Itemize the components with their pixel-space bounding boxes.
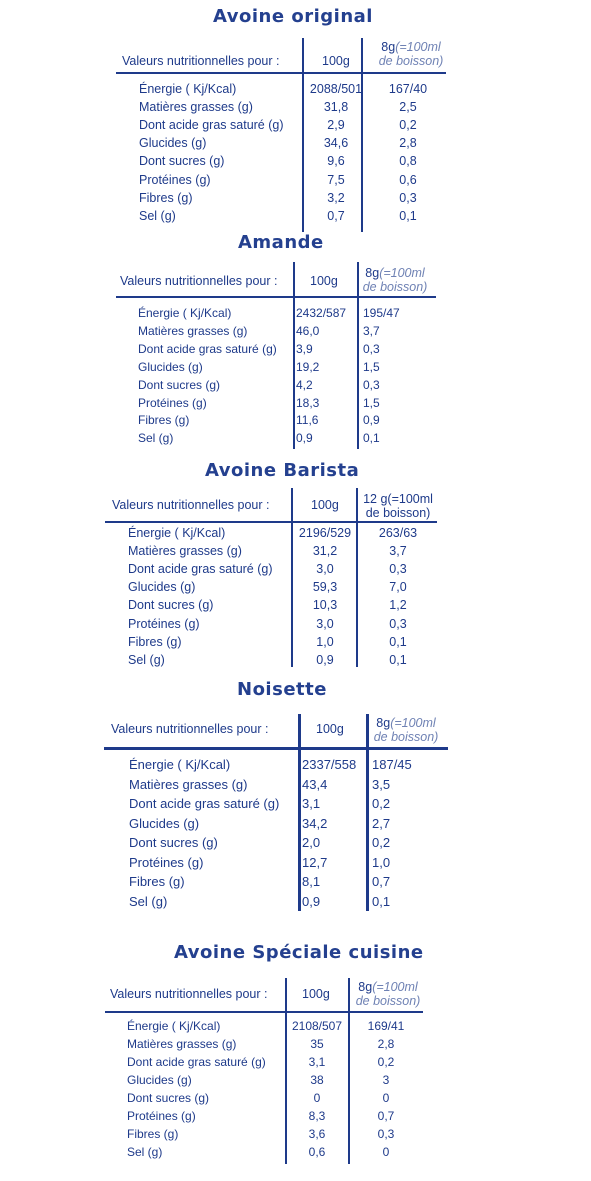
header-portion-sub2: de boisson) [373, 730, 439, 744]
header-portion-main: 8g [381, 40, 396, 54]
column-divider-1 [291, 488, 293, 667]
header-portion-line1 [360, 266, 430, 280]
row-value-100g: 1,0 [316, 634, 334, 649]
row-label: Protéines (g) [138, 395, 207, 410]
row-value-100g: 10,3 [312, 598, 338, 613]
header-label: Valeurs nutritionnelles pour : [110, 987, 268, 1001]
row-value-100g: 3,9 [296, 341, 313, 356]
row-value-100g: 0,9 [302, 893, 321, 909]
row-value-portion: 0,1 [399, 208, 417, 223]
row-value-portion: 0,1 [363, 431, 380, 446]
row-value-portion: 0 [382, 1091, 390, 1105]
header-portion-main: 8g [358, 980, 373, 994]
row-label: Sel (g) [128, 652, 165, 667]
row-value-100g: 31,8 [323, 100, 349, 115]
row-value-portion: 0,3 [363, 341, 380, 356]
row-value-100g: 46,0 [296, 323, 320, 338]
row-label: Dont acide gras saturé (g) [128, 562, 273, 577]
row-label: Glucides (g) [138, 359, 203, 374]
row-value-100g: 38 [310, 1073, 324, 1087]
row-value-portion: 0,1 [372, 893, 391, 909]
header-portion-sub2: de boisson) [362, 280, 428, 294]
row-value-portion: 0,1 [389, 634, 407, 649]
row-label: Fibres (g) [138, 413, 190, 428]
row-value-portion: 1,0 [372, 854, 391, 870]
row-label: Matières grasses (g) [128, 544, 242, 559]
row-label: Dont sucres (g) [138, 377, 221, 392]
row-value-100g: 59,3 [312, 580, 338, 595]
row-label: Sel (g) [127, 1145, 163, 1159]
column-divider-1 [285, 978, 287, 1164]
row-value-portion: 0,7 [377, 1109, 395, 1123]
header-divider [116, 72, 446, 74]
row-value-100g: 18,3 [296, 395, 320, 410]
column-divider-2 [357, 262, 359, 449]
row-label: Dont acide gras saturé (g) [127, 1055, 266, 1069]
row-label: Énergie ( Kj/Kcal) [129, 757, 231, 772]
row-value-100g: 4,2 [296, 377, 313, 392]
header-divider [105, 1011, 423, 1013]
row-value-100g: 0,7 [327, 208, 345, 223]
column-divider-1 [293, 262, 295, 449]
row-value-portion: 169/41 [367, 1019, 405, 1033]
row-label: Sel (g) [129, 893, 168, 909]
row-label: Fibres (g) [127, 1127, 179, 1141]
row-label: Glucides (g) [129, 815, 200, 831]
row-value-portion: 0,2 [399, 118, 417, 133]
row-value-100g: 2088/501 [309, 82, 363, 96]
header-label: Valeurs nutritionnelles pour : [111, 722, 269, 736]
row-value-100g: 8,1 [302, 874, 321, 889]
row-label: Glucides (g) [128, 580, 196, 595]
header-col-portion [372, 40, 450, 68]
row-value-portion: 0,3 [389, 616, 407, 631]
header-col-portion [352, 980, 424, 1008]
row-label: Énergie ( Kj/Kcal) [139, 82, 237, 96]
row-value-portion: 2,5 [399, 100, 417, 115]
row-value-portion: 0,3 [363, 377, 380, 392]
table-title: Avoine original [213, 6, 373, 27]
row-value-100g: 7,5 [327, 172, 345, 187]
table-title: Avoine Barista [205, 460, 360, 481]
header-label: Valeurs nutritionnelles pour : [120, 274, 278, 288]
row-label: Dont acide gras saturé (g) [129, 796, 280, 811]
row-label: Fibres (g) [128, 634, 182, 649]
row-value-portion: 3,7 [389, 544, 407, 559]
header-portion-line1 [358, 492, 438, 506]
row-value-portion: 2,8 [399, 136, 417, 151]
row-value-portion: 0,2 [372, 796, 391, 811]
header-portion-sub2: de boisson) [378, 54, 444, 68]
row-value-portion: 7,0 [389, 580, 407, 595]
row-value-portion: 0,7 [372, 874, 391, 889]
row-value-100g: 0,6 [308, 1145, 326, 1159]
row-value-portion: 0,3 [399, 190, 417, 205]
header-divider [116, 296, 436, 298]
row-value-portion: 3,5 [372, 776, 391, 792]
row-label: Matières grasses (g) [138, 323, 248, 338]
row-value-100g: 3,0 [316, 616, 334, 631]
row-value-100g: 3,6 [308, 1127, 326, 1141]
row-label: Sel (g) [138, 431, 174, 446]
header-divider [105, 521, 437, 523]
header-divider [104, 747, 448, 750]
row-value-portion: 2,7 [372, 815, 391, 831]
header-col-100g: 100g [316, 722, 344, 736]
row-value-100g: 19,2 [296, 359, 320, 374]
row-label: Dont sucres (g) [128, 598, 214, 613]
header-col-portion [358, 492, 438, 520]
row-label: Énergie ( Kj/Kcal) [138, 306, 232, 320]
header-portion-main: 12 g(=100ml [363, 492, 433, 506]
row-value-portion: 263/63 [378, 526, 418, 540]
row-value-portion: 167/40 [388, 82, 428, 96]
row-value-100g: 3,1 [302, 796, 321, 811]
header-portion-line1 [370, 716, 442, 730]
row-value-portion: 0,2 [377, 1055, 395, 1069]
header-portion-line1 [352, 980, 424, 994]
header-portion-sub2: de boisson) [365, 506, 431, 520]
row-value-portion: 0,9 [363, 413, 380, 428]
row-value-portion: 0,1 [389, 652, 407, 667]
header-col-100g: 100g [311, 498, 339, 512]
header-col-portion [360, 266, 430, 294]
header-portion-sub1: (=100ml [379, 266, 425, 280]
row-value-100g: 3,2 [327, 190, 345, 205]
row-value-portion: 2,8 [377, 1037, 395, 1051]
row-label: Dont acide gras saturé (g) [139, 118, 284, 133]
row-label: Glucides (g) [127, 1073, 192, 1087]
row-value-100g: 9,6 [327, 154, 345, 169]
header-portion-main: 8g [365, 266, 380, 280]
row-value-portion: 1,5 [363, 359, 380, 374]
row-value-100g: 2432/587 [296, 306, 347, 320]
column-divider-2 [356, 488, 358, 667]
row-label: Protéines (g) [128, 616, 200, 631]
table-title: Amande [238, 232, 324, 253]
row-value-100g: 3,1 [308, 1055, 326, 1069]
row-label: Fibres (g) [139, 190, 193, 205]
row-value-portion: 3 [382, 1073, 390, 1087]
row-value-100g: 2,9 [327, 118, 345, 133]
column-divider-2 [366, 714, 369, 911]
header-label: Valeurs nutritionnelles pour : [122, 54, 280, 68]
row-value-100g: 35 [310, 1037, 324, 1051]
column-divider-2 [348, 978, 350, 1164]
header-portion-line1 [372, 40, 450, 54]
row-value-100g: 2,0 [302, 835, 321, 850]
row-value-100g: 0,9 [316, 652, 334, 667]
row-value-100g: 0 [313, 1091, 321, 1105]
header-portion-sub1: (=100ml [390, 716, 436, 730]
column-divider-1 [298, 714, 301, 911]
header-col-100g: 100g [302, 987, 330, 1001]
header-portion-sub2: de boisson) [355, 994, 421, 1008]
row-value-portion: 3,7 [363, 323, 380, 338]
row-value-portion: 0,6 [399, 172, 417, 187]
row-value-100g: 12,7 [302, 854, 328, 870]
column-divider-1 [302, 38, 304, 232]
row-value-100g: 34,6 [323, 136, 349, 151]
row-label: Fibres (g) [129, 874, 185, 889]
row-value-portion: 0,8 [399, 154, 417, 169]
row-value-100g: 34,2 [302, 815, 328, 831]
row-label: Glucides (g) [139, 136, 207, 151]
row-value-portion: 1,5 [363, 395, 380, 410]
row-label: Dont sucres (g) [129, 835, 218, 850]
row-label: Matières grasses (g) [129, 776, 248, 792]
row-value-100g: 2196/529 [298, 526, 352, 540]
table-title: Noisette [237, 679, 327, 700]
header-label: Valeurs nutritionnelles pour : [112, 498, 270, 512]
header-col-100g: 100g [322, 54, 350, 68]
row-label: Protéines (g) [127, 1109, 196, 1123]
row-value-100g: 11,6 [296, 413, 319, 428]
row-value-portion: 1,2 [389, 598, 407, 613]
row-value-portion: 0 [382, 1145, 390, 1159]
row-label: Énergie ( Kj/Kcal) [128, 526, 226, 540]
row-value-100g: 0,9 [296, 431, 313, 446]
row-label: Matières grasses (g) [139, 100, 253, 115]
header-col-100g: 100g [310, 274, 338, 288]
row-label: Matières grasses (g) [127, 1037, 237, 1051]
header-portion-sub1: (=100ml [395, 40, 441, 54]
row-label: Protéines (g) [139, 172, 211, 187]
row-label: Dont sucres (g) [139, 154, 225, 169]
row-label: Protéines (g) [129, 854, 204, 870]
header-portion-main: 8g [376, 716, 391, 730]
row-label: Énergie ( Kj/Kcal) [127, 1019, 221, 1033]
row-label: Dont acide gras saturé (g) [138, 341, 277, 356]
row-label: Dont sucres (g) [127, 1091, 210, 1105]
row-value-100g: 2108/507 [291, 1019, 343, 1033]
row-value-portion: 195/47 [363, 306, 400, 320]
row-value-100g: 8,3 [308, 1109, 326, 1123]
row-value-100g: 43,4 [302, 776, 328, 792]
row-value-portion: 0,3 [377, 1127, 395, 1141]
row-value-portion: 0,2 [372, 835, 391, 850]
row-value-portion: 0,3 [389, 562, 407, 577]
table-title: Avoine Spéciale cuisine [174, 942, 424, 963]
row-value-100g: 2337/558 [302, 757, 357, 772]
header-portion-sub1: (=100ml [372, 980, 418, 994]
row-value-portion: 187/45 [372, 757, 412, 772]
row-value-100g: 31,2 [312, 544, 338, 559]
row-value-100g: 3,0 [316, 562, 334, 577]
row-label: Sel (g) [139, 208, 176, 223]
header-col-portion [370, 716, 442, 744]
